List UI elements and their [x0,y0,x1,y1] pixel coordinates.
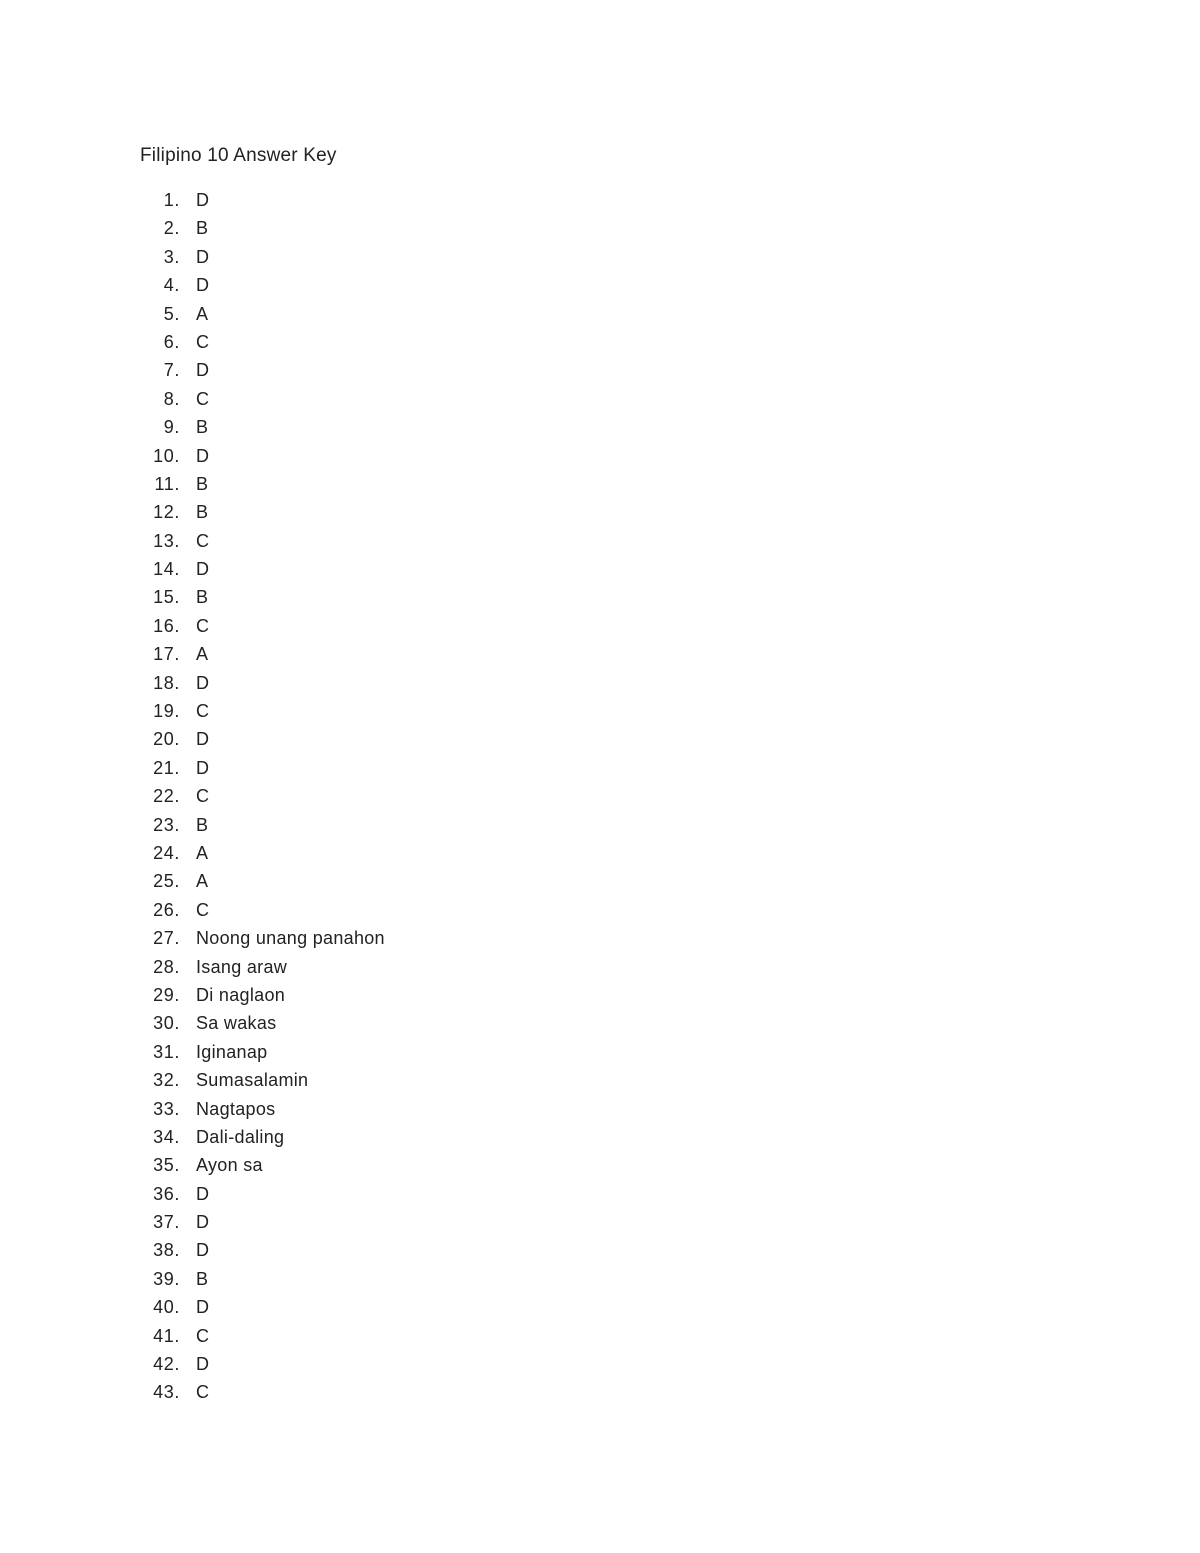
answer-number: 2. [163,218,180,239]
answer-number: 32. [153,1070,180,1091]
answer-text: D [196,729,210,750]
answer-text: C [196,1382,210,1403]
answer-number: 10. [153,445,180,466]
answer-text: C [196,615,210,636]
answer-text: A [196,842,209,863]
answer-number: 36. [153,1183,180,1204]
answer-number: 16. [153,615,180,636]
answer-item [0,527,385,555]
answer-text: D [196,757,210,778]
answer-item [0,1066,385,1094]
answer-text: C [196,331,210,352]
answer-item [0,697,385,725]
answer-item [0,271,385,299]
answer-item [0,669,385,697]
answer-text: D [196,1240,210,1261]
answer-number: 15. [153,587,180,608]
answer-number: 5. [163,303,180,324]
answer-text: D [196,275,210,296]
answer-item [0,1180,385,1208]
answer-item [0,1378,385,1406]
answer-item [0,612,385,640]
answer-number: 17. [153,644,180,665]
answer-number: 41. [153,1325,180,1346]
answer-text: C [196,786,210,807]
answer-text: C [196,1325,210,1346]
answer-number: 14. [153,559,180,580]
answer-item [0,754,385,782]
answer-item [0,385,385,413]
answer-item [0,1009,385,1037]
answer-text: D [196,1183,210,1204]
answer-text: A [196,871,209,892]
answer-text: Dali-daling [196,1126,285,1147]
answer-item [0,214,385,242]
answer-item [0,1123,385,1151]
answer-item [0,442,385,470]
answer-item [0,924,385,952]
answer-number: 38. [153,1240,180,1261]
answer-text: Sa wakas [196,1013,277,1034]
answer-text: C [196,388,210,409]
answer-item [0,300,385,328]
answer-item [0,981,385,1009]
answer-text: Ayon sa [196,1155,263,1176]
answer-number: 18. [153,672,180,693]
answer-item [0,583,385,611]
answer-number: 29. [153,984,180,1005]
answer-number: 4. [163,275,180,296]
answer-number: 28. [153,956,180,977]
answer-list [0,186,385,1407]
answer-item [0,1208,385,1236]
answer-text: C [196,701,210,722]
answer-number: 1. [163,190,180,210]
answer-text: Iginanap [196,1041,268,1062]
answer-number: 24. [153,842,180,863]
answer-item [0,413,385,441]
answer-item [0,555,385,583]
answer-text: Isang araw [196,956,288,977]
answer-text: Sumasalamin [196,1070,309,1091]
answer-text: D [196,1354,210,1375]
answer-number: 20. [153,729,180,750]
answer-text: A [196,303,209,324]
answer-number: 8. [163,388,180,409]
answer-number: 31. [153,1041,180,1062]
answer-number: 33. [153,1098,180,1119]
answer-text: A [196,644,209,665]
answer-number: 23. [153,814,180,835]
answer-text: C [196,530,210,551]
answer-text: D [196,1297,210,1318]
answer-item [0,470,385,498]
answer-item [0,1322,385,1350]
answer-number: 11. [154,473,180,494]
answer-number: 22. [153,786,180,807]
answer-text: D [196,445,210,466]
answer-item [0,782,385,810]
answer-number: 42. [153,1354,180,1375]
answer-number: 12. [153,502,180,523]
answer-number: 26. [153,899,180,920]
answer-number: 39. [153,1268,180,1289]
document-title: Filipino 10 Answer Key [140,145,337,166]
answer-number: 6. [163,331,180,352]
answer-text: D [196,360,210,381]
answer-item [0,1265,385,1293]
answer-number: 21. [153,757,180,778]
answer-text: D [196,190,210,210]
answer-number: 35. [153,1155,180,1176]
answer-item [0,811,385,839]
answer-number: 37. [153,1212,180,1233]
answer-text: B [196,1268,209,1289]
answer-number: 40. [153,1297,180,1318]
answer-text: B [196,218,209,239]
answer-item [0,186,385,214]
answer-number: 30. [153,1013,180,1034]
answer-text: Di naglaon [196,984,286,1005]
answer-item [0,867,385,895]
answer-text: B [196,502,209,523]
answer-item [0,1151,385,1179]
answer-item [0,896,385,924]
answer-number: 3. [163,246,180,267]
answer-item [0,328,385,356]
answer-text: D [196,246,210,267]
answer-number: 7. [163,360,180,381]
answer-item [0,1236,385,1264]
answer-number: 43. [153,1382,180,1403]
answer-text: B [196,814,209,835]
answer-item [0,640,385,668]
answer-item [0,1095,385,1123]
answer-item [0,1350,385,1378]
answer-text: B [196,417,209,438]
answer-text: D [196,559,210,580]
answer-item [0,356,385,384]
answer-number: 34. [153,1126,180,1147]
answer-number: 9. [163,417,180,438]
answer-number: 19. [153,701,180,722]
answer-item [0,1038,385,1066]
answer-item [0,725,385,753]
answer-text: Nagtapos [196,1098,276,1119]
answer-item [0,1293,385,1321]
answer-text: B [196,587,209,608]
answer-item [0,839,385,867]
answer-text: B [196,473,209,494]
answer-text: C [196,899,210,920]
answer-text: D [196,1212,210,1233]
answer-item [0,953,385,981]
answer-number: 13. [153,530,180,551]
answer-item [0,498,385,526]
answer-number: 25. [153,871,180,892]
answer-item [0,243,385,271]
answer-number: 27. [153,928,180,949]
answer-text: D [196,672,210,693]
answer-text: Noong unang panahon [196,928,385,949]
